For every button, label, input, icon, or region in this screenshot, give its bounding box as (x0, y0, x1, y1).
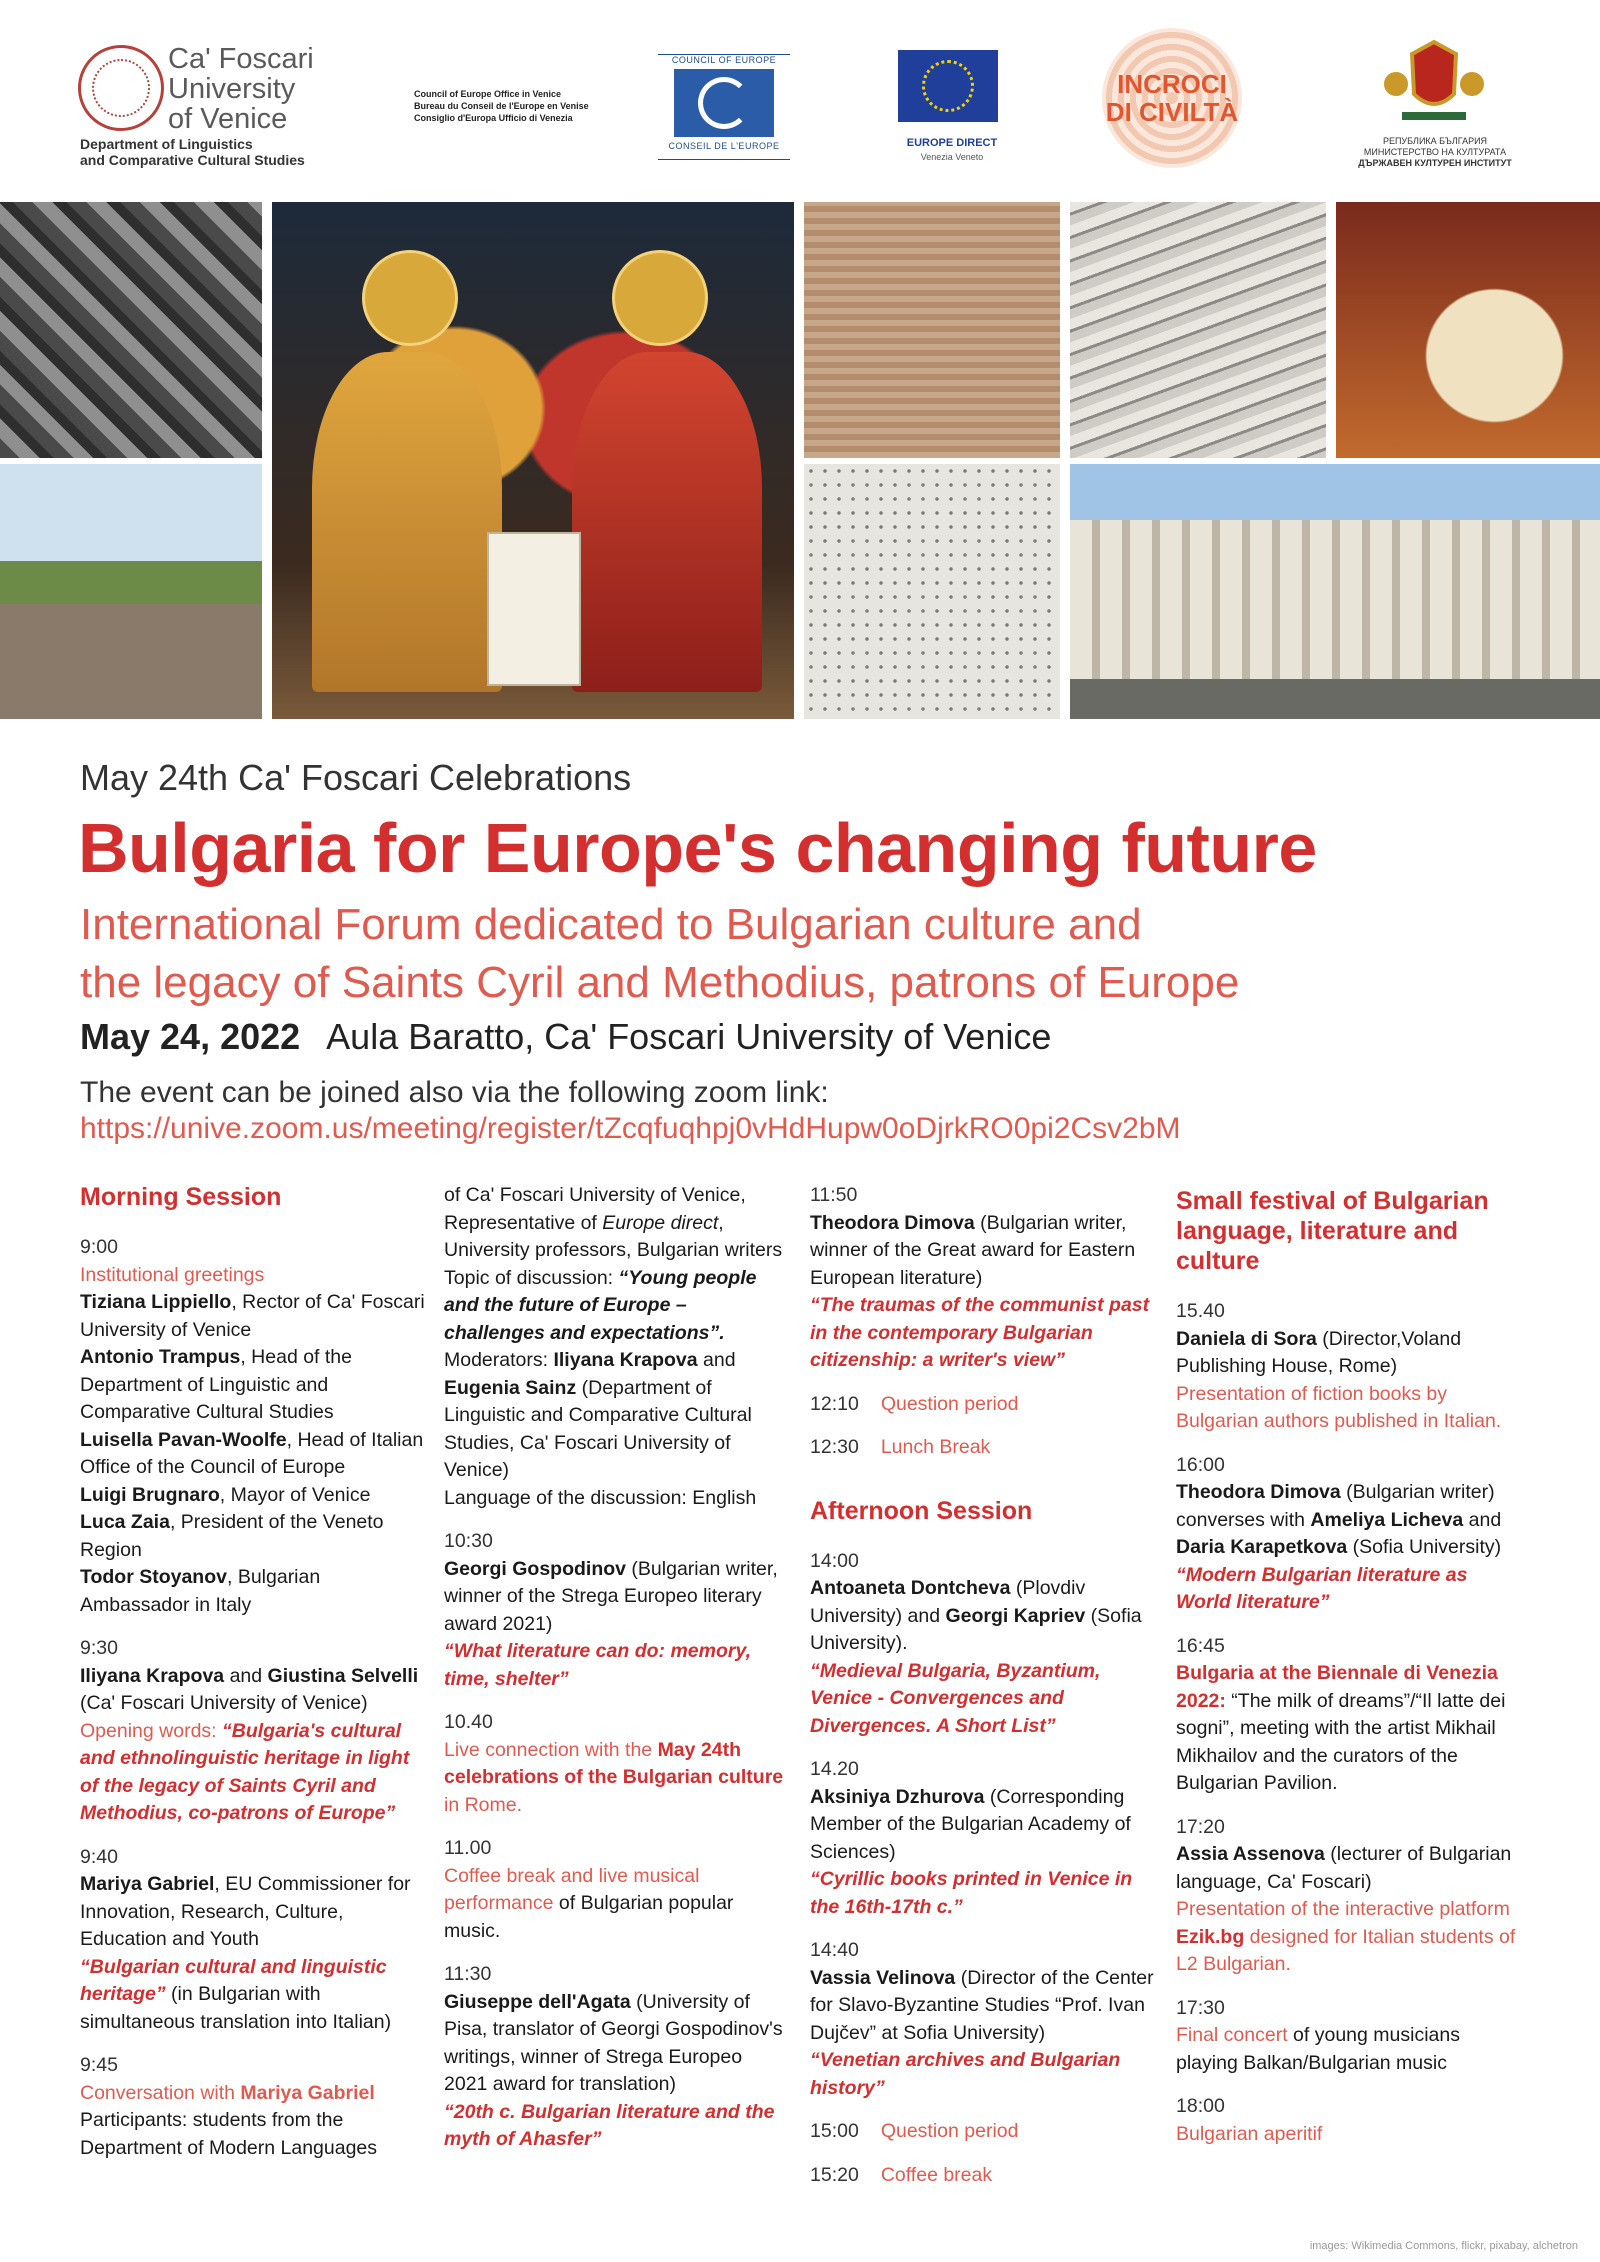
eu-flag-icon (898, 50, 998, 122)
dellagata-title: “20th c. Bulgarian literature and the myth of Ahasfer” (444, 2100, 775, 2150)
time-1030: 10:30 (444, 1530, 493, 1552)
gospodinov-title: “What literature can do: memory, time, shelter” (444, 1640, 752, 1690)
coe-office-text: Council of Europe Office in Venice Bureau du Conseil de l'Europe en Venise Consiglio d'Europa Ufficio di Venezia (414, 89, 589, 123)
festival-title: Small festival of Bulgarian language, literature and culture (1176, 1187, 1489, 1275)
program-column-2 (444, 1182, 790, 2154)
modern-literature-title: “Modern Bulgarian literature as World literature” (1176, 1563, 1468, 1613)
photo-collage (0, 202, 1600, 719)
dzhurova-speech: Aksiniya Dzhurova (Corresponding Member of the Bulgarian Academy of Sciences) (810, 1785, 1131, 1863)
book-pages-photo (1070, 202, 1326, 458)
time-940: 9:40 (80, 1845, 118, 1868)
time-900: 9:00 (80, 1236, 118, 1258)
event-dateline (80, 1016, 1051, 1058)
greeting-item: Tiziana Lippiello, Rector of Ca' Foscari University of Venice (80, 1291, 425, 1341)
event-kicker: May 24th Ca' Foscari Celebrations (80, 757, 632, 798)
university-name: Ca' Foscari University of Venice (168, 43, 314, 135)
saints-cyril-methodius-icon-painting (272, 202, 794, 719)
time-1720: 17:20 (1176, 1815, 1225, 1838)
gospodinov-speech: Georgi Gospodinov (Bulgarian writer, winner of the Strega Europeo literary award 2021) (444, 1557, 778, 1635)
gabriel-speech: Mariya Gabriel, EU Commissioner for Innovation, Research, Culture, Education and Youth (80, 1873, 411, 1950)
time-1420: 14.20 (810, 1758, 859, 1780)
university-seal-icon (78, 45, 164, 131)
time-945: 9:45 (80, 2054, 118, 2076)
afternoon-session-title: Afternoon Session (810, 1496, 1033, 1525)
bulgarian-coat-of-arms-icon (1382, 34, 1486, 124)
program-column-4 (1176, 1182, 1522, 2148)
event-date: May 24, 2022 (80, 1016, 301, 1057)
time-1400: 14:00 (810, 1549, 859, 1572)
scribe-writing-photo (1336, 202, 1600, 458)
morning-session-title: Morning Session (80, 1183, 282, 1211)
question-period-1210: 12:10 Question period (810, 1392, 1019, 1415)
venetian-archives-title: “Venetian archives and Bulgarian history” (810, 2049, 1121, 2099)
greeting-item: Luigi Brugnaro, Mayor of Venice (80, 1483, 371, 1506)
final-concert: Final concert of young musicians playing Balkan/Bulgarian music (1176, 2024, 1460, 2074)
dimova-title: “The traumas of the communist past in the contemporary Bulgarian citizenship: a writer's view” (810, 1294, 1150, 1371)
disora-speech: Daniela di Sora (Director,Voland Publishing House, Rome) (1176, 1327, 1462, 1377)
biennale-item: Bulgaria at the Biennale di Venezia 2022: “The milk of dreams”/“Il latte dei sogni”, meeting with the artist Mikhail Mikhailov and the curators of the Bulgarian Pavilion. (1176, 1662, 1506, 1794)
medieval-bulgaria-title: “Medieval Bulgaria, Byzantium, Venice - Convergences and Divergences. A Short List” (810, 1659, 1101, 1737)
national-library-photo (1070, 464, 1600, 719)
ezik-presentation: Presentation of the interactive platform Ezik.bg designed for Italian students of L2 Bulgarian. (1176, 1898, 1516, 1975)
cyrillic-books-title: “Cyrillic books printed in Venice in the 16th-17th c.” (810, 1868, 1133, 1918)
zoom-intro: The event can be joined also via the following zoom link: (80, 1076, 829, 1109)
time-930: 9:30 (80, 1637, 118, 1659)
movable-type-photo (0, 202, 262, 458)
time-1040: 10.40 (444, 1711, 493, 1733)
opening-words: Opening words: “Bulgaria's cultural and ethnolinguistic heritage in light of the legacy of Saints Cyril and Methodius, co-patrons of Europe” (80, 1719, 410, 1824)
time-1440: 14:40 (810, 1939, 859, 1961)
event-subtitle: International Forum dedicated to Bulgarian culture and the legacy of Saints Cyril and Methodius, patrons of Europe (80, 900, 1240, 1007)
manuscript-photo (804, 202, 1060, 458)
program-column-3 (810, 1182, 1156, 2189)
conversation-label: Conversation with Mariya Gabriel (80, 2081, 375, 2104)
department-name: Department of Linguistics and Comparative Cultural Studies (80, 136, 305, 168)
time-1130: 11:30 (444, 1963, 492, 1985)
coffee-break-1520: 15:20 Coffee break (810, 2163, 993, 2186)
time-1645: 16:45 (1176, 1634, 1225, 1657)
assenova-speech: Assia Assenova (lecturer of Bulgarian language, Ca' Foscari) (1176, 1843, 1512, 1893)
opening-speakers: Iliyana Krapova and Giustina Selvelli (Ca' Foscari University of Venice) (80, 1664, 419, 1714)
time-1540: 15.40 (1176, 1300, 1225, 1322)
conversation-participants: Participants: students from the Department of Modern Languages (80, 2109, 378, 2159)
dontcheva-kapriev-speech: Antoaneta Dontcheva (Plovdiv University) and Georgi Kapriev (Sofia University). (810, 1577, 1142, 1654)
time-1100: 11.00 (444, 1837, 492, 1859)
question-period-1500: 15:00 Question period (810, 2120, 1019, 2142)
greeting-item: Antonio Trampus, Head of the Department of Linguistic and Comparative Cultural Studies (80, 1346, 353, 1423)
velinova-speech: Vassia Velinova (Director of the Center for Slavo-Byzantine Studies “Prof. Ivan Dujčev” at Sofia University) (810, 1966, 1154, 2044)
aperitif: Bulgarian aperitif (1176, 2122, 1323, 2145)
coe-emblem-icon (674, 69, 774, 137)
dimova-speech: Theodora Dimova (Bulgarian writer, winner of the Great award for Eastern European literature) (810, 1211, 1136, 1289)
event-title: Bulgaria for Europe's changing future (78, 809, 1317, 887)
greeting-item: Luisella Pavan-Woolfe, Head of Italian Office of the Council of Europe (80, 1428, 424, 1478)
celebration-crowd-photo (0, 464, 262, 719)
zoom-link[interactable]: https://unive.zoom.us/meeting/register/tZcqfuqhpj0vHdHupw0oDjrkRO0pi2Csv2bM (80, 1112, 1181, 1145)
image-credits: images: Wikimedia Commons, flickr, pixabay, alchetron (1309, 2240, 1578, 2252)
event-venue: Aula Baratto, Ca' Foscari University of Venice (326, 1016, 1052, 1057)
participants-continued: of Ca' Foscari University of Venice, Representative of Europe direct, University professors, Bulgarian writers (444, 1184, 783, 1261)
greeting-item: Luca Zaia, President of the Veneto Region (80, 1511, 384, 1561)
greetings-label: Institutional greetings (80, 1263, 265, 1286)
lunch-break: 12:30 Lunch Break (810, 1436, 991, 1458)
time-1600: 16:00 (1176, 1453, 1225, 1476)
bulgarian-cultural-institute-label: РЕПУБЛИКА БЪЛГАРИЯ МИНИСТЕРСТВО НА КУЛТУРАТА ДЪРЖАВЕН КУЛТУРЕН ИНСТИТУТ (1358, 136, 1512, 168)
europe-direct-label: EUROPE DIRECT Venezia Veneto (906, 137, 998, 162)
time-1800: 18:00 (1176, 2095, 1225, 2117)
gabriel-speech-title: “Bulgarian cultural and linguistic heritage” (in Bulgarian with simultaneous translation into Italian) (80, 1955, 392, 2033)
discussion-language: Language of the discussion: English (444, 1486, 757, 1509)
dimova-conversation: Theodora Dimova (Bulgarian writer) converses with Ameliya Licheva and Daria Karapetkova (Sofia University) (1176, 1481, 1502, 1558)
greeting-item: Todor Stoyanov, Bulgarian Ambassador in Italy (80, 1566, 321, 1616)
time-1150: 11:50 (810, 1184, 858, 1206)
dellagata-speech: Giuseppe dell'Agata (University of Pisa, translator of Georgi Gospodinov's writings, winner of Strega Europeo 2021 award for translation) (444, 1990, 783, 2095)
discussion-topic: Topic of discussion: “Young people and the future of Europe – challenges and expectations”. (444, 1266, 757, 1344)
time-1730: 17:30 (1176, 1996, 1225, 2019)
coffee-break-music: Coffee break and live musical performance of Bulgarian popular music. (444, 1864, 734, 1942)
program-column-1 (80, 1182, 426, 2162)
rome-connection: Live connection with the May 24th celebrations of the Bulgarian culture in Rome. (444, 1738, 784, 1816)
moderators: Moderators: Iliyana Krapova and Eugenia Sainz (Department of Linguistic and Comparative Cultural Studies, Ca' Foscari University of Venice) (444, 1349, 752, 1481)
typewriter-text-photo (804, 464, 1060, 719)
fiction-books-presentation: Presentation of fiction books by Bulgarian authors published in Italian. (1176, 1382, 1502, 1432)
incroci-di-civilta-logo: INCROCI DI CIVILTÀ (1102, 28, 1242, 168)
council-of-europe-logo: COUNCIL OF EUROPE CONSEIL DE L'EUROPE (658, 54, 790, 160)
header-logos (0, 0, 1600, 200)
